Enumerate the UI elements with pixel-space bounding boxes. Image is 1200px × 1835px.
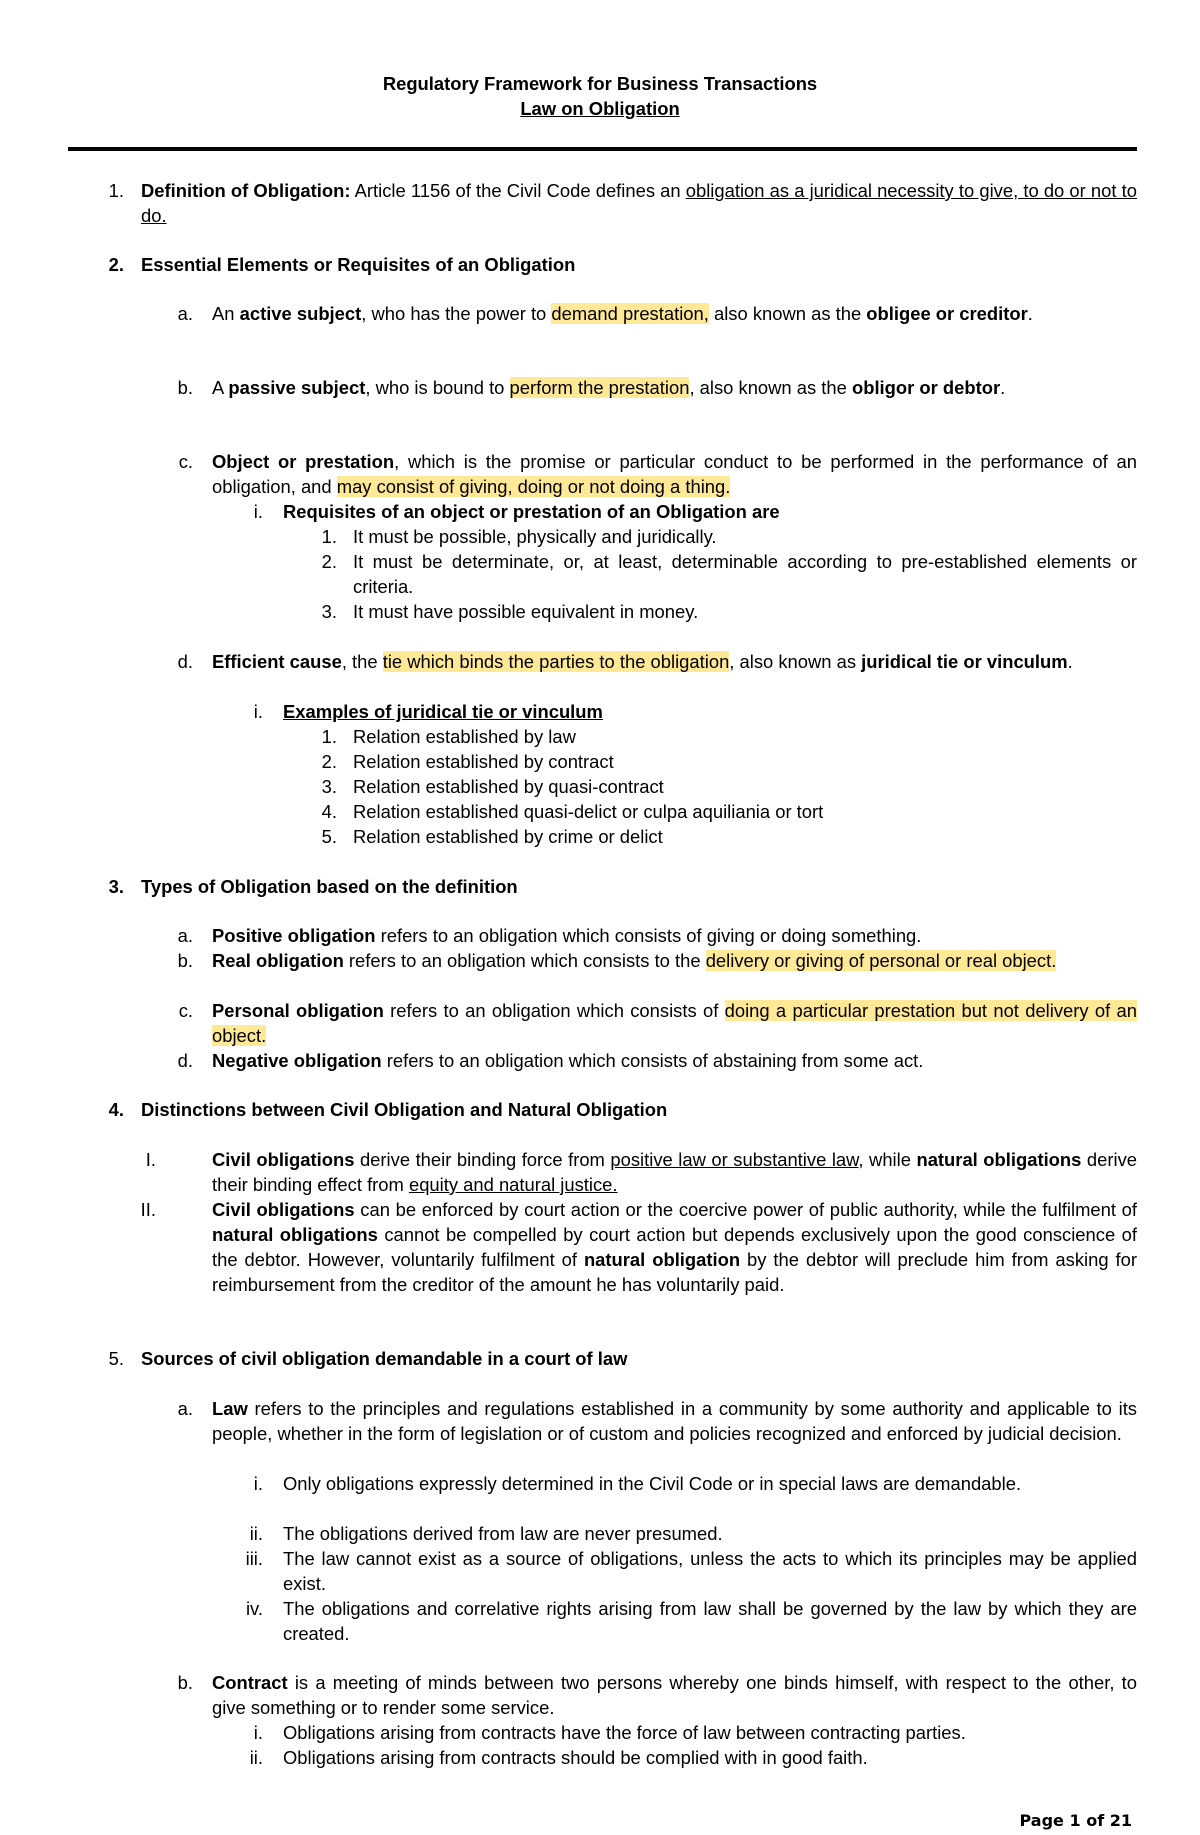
requisite-number: 3. <box>321 601 337 622</box>
section-3-number: 3. <box>108 876 124 897</box>
section-1-number: 1. <box>108 180 124 201</box>
example-text: Relation established by contract <box>353 751 614 772</box>
law-item-text: The obligations and correlative rights arising from law shall be governed by the law by which they are created. <box>283 1598 1137 1644</box>
item-5b-letter: b. <box>177 1672 193 1693</box>
item-5a-text: Law refers to the principles and regulations established in a community by some authority and applicable to its people, whether in the form of legislation or of custom and policies recognized and enforced by judicial decision. <box>212 1398 1137 1444</box>
item-3b-letter: b. <box>177 950 193 971</box>
item-5a-letter: a. <box>177 1398 193 1419</box>
item-2d-i-heading: Examples of juridical tie or vinculum <box>283 701 603 722</box>
item-2b-text: A passive subject, who is bound to perform the prestation, also known as the obligor or debtor. <box>212 377 1006 398</box>
item-2d-text: Efficient cause, the tie which binds the parties to the obligation, also known as juridical tie or vinculum. <box>212 651 1073 672</box>
item-4-I-text: Civil obligations derive their binding force from positive law or substantive law, while natural obligations derive their binding effect from equity and natural justice. <box>212 1149 1137 1195</box>
law-item-number: ii. <box>249 1523 263 1544</box>
item-4-II-number: II. <box>140 1199 156 1220</box>
example-text: Relation established by crime or delict <box>353 826 663 847</box>
contract-item-text: Obligations arising from contracts have the force of law between contracting parties. <box>283 1722 966 1743</box>
law-item-number: i. <box>253 1473 263 1494</box>
example-text: Relation established by quasi-contract <box>353 776 664 797</box>
item-2a-text: An active subject, who has the power to demand prestation, also known as the obligee or creditor. <box>212 303 1033 324</box>
item-3a-letter: a. <box>177 925 193 946</box>
section-2-number: 2. <box>108 254 124 275</box>
example-number: 2. <box>321 751 337 772</box>
requisite-text: It must be possible, physically and juridically. <box>353 526 717 547</box>
example-number: 4. <box>321 801 337 822</box>
item-2b-letter: b. <box>177 377 193 398</box>
item-5b-text: Contract is a meeting of minds between two persons whereby one binds himself, with respect to the other, to give something or to render some service. <box>212 1672 1137 1718</box>
section-2-heading: Essential Elements or Requisites of an Obligation <box>141 254 576 275</box>
example-text: Relation established quasi-delict or culpa aquiliania or tort <box>353 801 824 822</box>
example-text: Relation established by law <box>353 726 576 747</box>
section-4-number: 4. <box>108 1099 124 1120</box>
item-2d-i-number: i. <box>253 701 263 722</box>
item-3a-text: Positive obligation refers to an obligation which consists of giving or doing something. <box>212 925 922 946</box>
item-2c-i-number: i. <box>253 501 263 522</box>
contract-item-number: ii. <box>249 1747 263 1768</box>
item-2c-letter: c. <box>178 451 193 472</box>
requisite-text: It must have possible equivalent in money. <box>353 601 699 622</box>
law-item-number: iv. <box>245 1598 263 1619</box>
item-4-I-number: I. <box>145 1149 156 1170</box>
document-subtitle: Law on Obligation <box>520 98 680 119</box>
item-3b-text: Real obligation refers to an obligation which consists to the delivery or giving of personal or real object. <box>212 950 1057 971</box>
page-number: Page 1 of 21 <box>1019 1811 1132 1830</box>
law-item-text: The obligations derived from law are never presumed. <box>283 1523 723 1544</box>
section-5-number: 5. <box>108 1348 124 1369</box>
item-3c-letter: c. <box>178 1000 193 1021</box>
law-item-number: iii. <box>245 1548 263 1569</box>
item-3c-text: Personal obligation refers to an obligation which consists of doing a particular prestation but not delivery of an object. <box>212 1000 1137 1046</box>
item-3d-letter: d. <box>177 1050 193 1071</box>
item-2a-letter: a. <box>177 303 193 324</box>
requisite-number: 2. <box>321 551 337 572</box>
example-number: 1. <box>321 726 337 747</box>
example-number: 3. <box>321 776 337 797</box>
item-2c-text: Object or prestation, which is the promise or particular conduct to be performed in the performance of an obligation, and may consist of giving, doing or not doing a thing. <box>212 451 1137 497</box>
header-rule <box>68 147 1137 151</box>
contract-item-text: Obligations arising from contracts should be complied with in good faith. <box>283 1747 868 1768</box>
law-item-text: The law cannot exist as a source of obligations, unless the acts to which its principles may be applied exist. <box>283 1548 1137 1594</box>
item-3d-text: Negative obligation refers to an obligation which consists of abstaining from some act. <box>212 1050 924 1071</box>
section-3-heading: Types of Obligation based on the definition <box>141 876 518 897</box>
requisite-number: 1. <box>321 526 337 547</box>
document-title: Regulatory Framework for Business Transactions <box>382 73 818 94</box>
example-number: 5. <box>321 826 337 847</box>
section-4-heading: Distinctions between Civil Obligation and Natural Obligation <box>141 1099 668 1120</box>
law-item-text: Only obligations expressly determined in the Civil Code or in special laws are demandable. <box>283 1473 1022 1494</box>
item-2c-i-heading: Requisites of an object or prestation of an Obligation are <box>283 501 780 522</box>
requisite-text: It must be determinate, or, at least, determinable according to pre-established elements or criteria. <box>353 551 1137 597</box>
item-4-II-text: Civil obligations can be enforced by court action or the coercive power of public authority, while the fulfilment of natural obligations cannot be compelled by court action but depends exclusively upon the good conscience of the debtor. However, voluntarily fulfilment of natural obligation by the debtor will preclude him from asking for reimbursement from the creditor of the amount he has voluntarily paid. <box>212 1199 1137 1295</box>
section-5-heading: Sources of civil obligation demandable in a court of law <box>141 1348 628 1369</box>
item-2d-letter: d. <box>177 651 193 672</box>
contract-item-number: i. <box>253 1722 263 1743</box>
section-1-text: Definition of Obligation: Article 1156 of the Civil Code defines an obligation as a juridical necessity to give, to do or not to do. <box>141 180 1137 226</box>
